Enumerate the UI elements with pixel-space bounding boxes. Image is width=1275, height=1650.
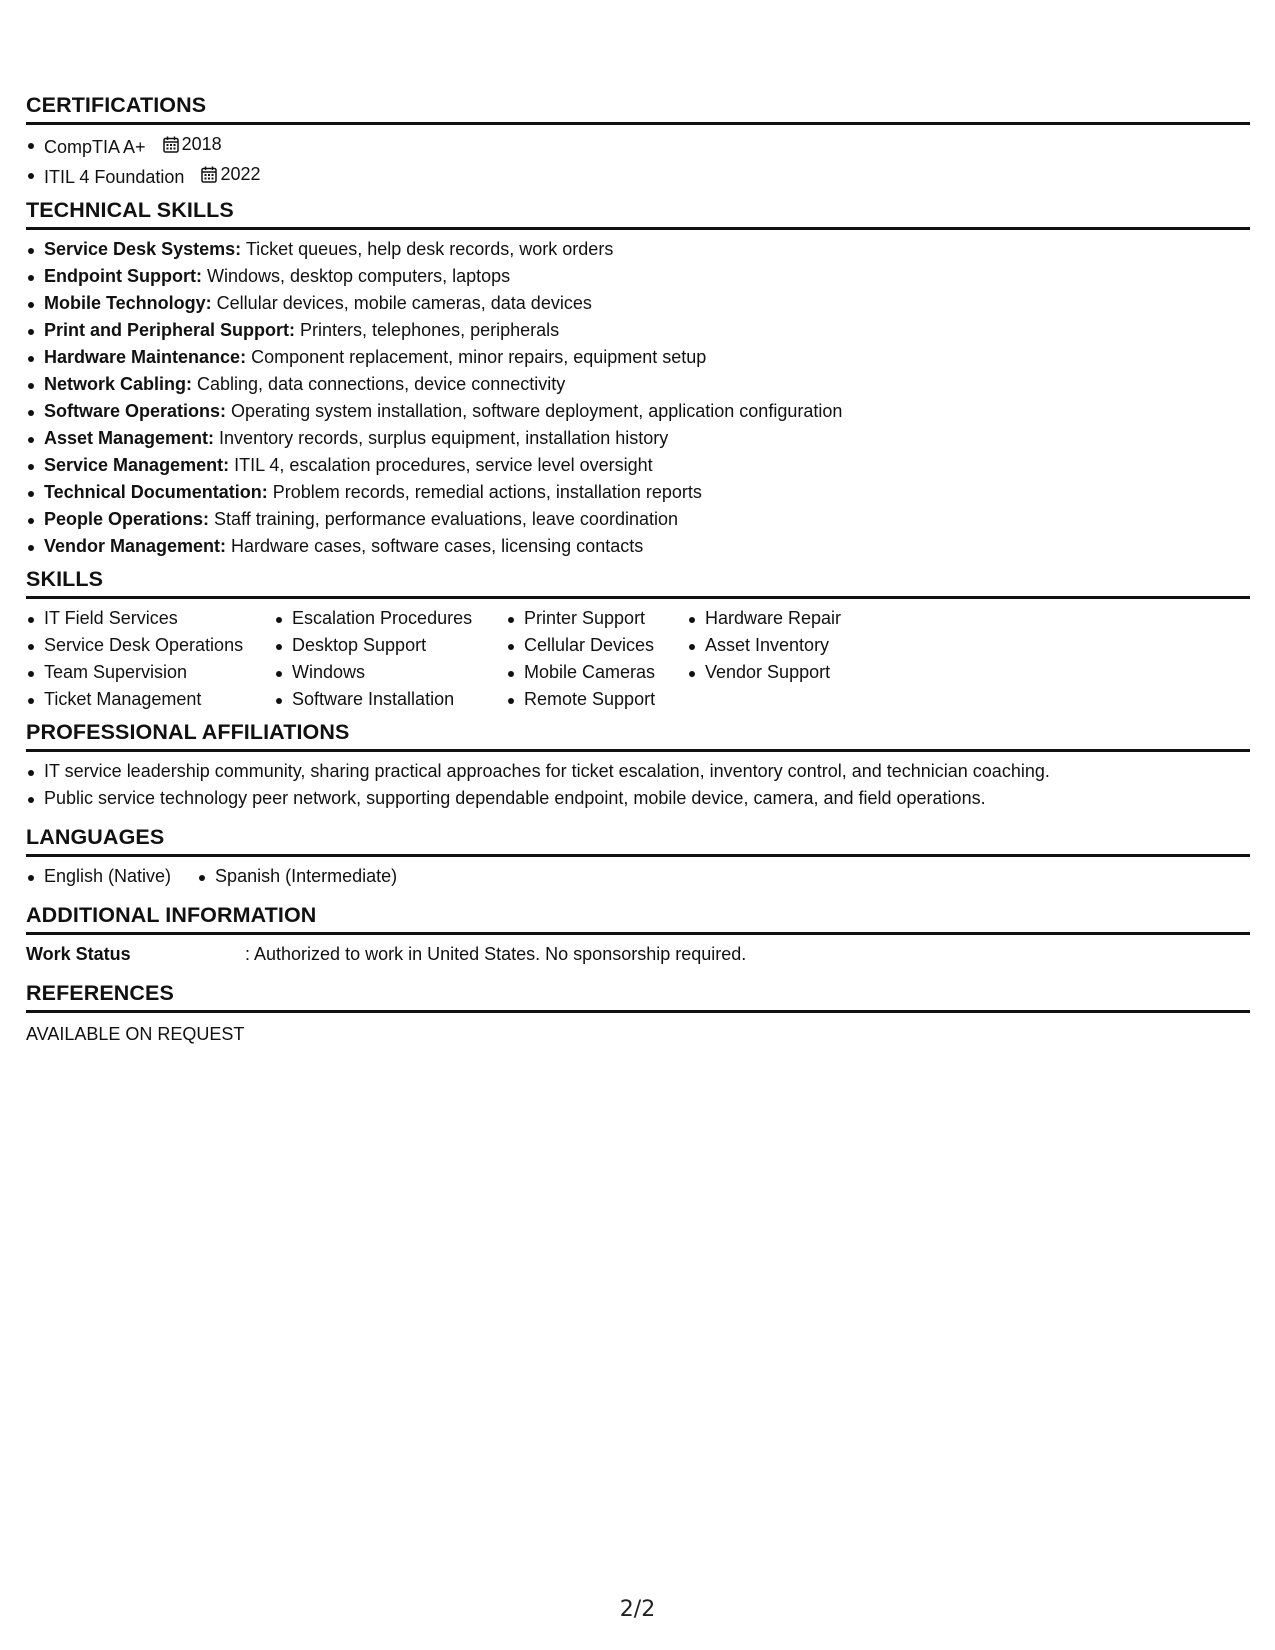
skills-column — [26, 605, 274, 713]
list-item: Asset Inventory — [687, 632, 887, 659]
skills-column — [274, 605, 506, 713]
list-item — [26, 263, 1250, 290]
skill-text: Inventory records, surplus equipment, installation history — [214, 428, 669, 448]
section-title: CERTIFICATIONS — [26, 92, 1250, 125]
list-item — [26, 425, 1250, 452]
list-item: Team Supervision — [26, 659, 274, 686]
list-item — [26, 317, 1250, 344]
skill-label: Print and Peripheral Support: — [44, 320, 296, 340]
technical-skills-list — [26, 236, 1250, 560]
list-item: Spanish (Intermediate) — [197, 863, 397, 890]
skills-column — [506, 605, 687, 713]
skill-label: People Operations: — [44, 509, 210, 529]
skill-text: Cabling, data connections, device connectivity — [192, 374, 566, 394]
page-number: 2/2 — [619, 1597, 656, 1622]
list-item — [26, 131, 1250, 161]
list-item — [26, 398, 1250, 425]
skills-section — [26, 566, 1250, 713]
calendar-icon — [201, 166, 217, 183]
list-item — [26, 533, 1250, 560]
resume-page — [26, 92, 1250, 1056]
certification-name: CompTIA A+ — [44, 137, 146, 157]
work-status-value: : Authorized to work in United States. No sponsorship required. — [245, 944, 747, 964]
list-item — [26, 479, 1250, 506]
skill-label: Mobile Technology: — [44, 293, 212, 313]
list-item: Hardware Repair — [687, 605, 887, 632]
list-item: IT service leadership community, sharing practical approaches for ticket escalation, inventory control, and technician coaching. — [26, 758, 1250, 785]
work-status-row — [26, 941, 1250, 968]
skill-text: Ticket queues, help desk records, work orders — [241, 239, 614, 259]
skill-text: Cellular devices, mobile cameras, data devices — [211, 293, 592, 313]
list-item — [26, 371, 1250, 398]
section-title: SKILLS — [26, 566, 1250, 599]
list-item: Mobile Cameras — [506, 659, 687, 686]
languages-list — [26, 863, 1250, 890]
list-item: Cellular Devices — [506, 632, 687, 659]
work-status-label: Work Status — [26, 944, 131, 964]
list-item — [26, 506, 1250, 533]
section-title: ADDITIONAL INFORMATION — [26, 902, 1250, 935]
skill-label: Asset Management: — [44, 428, 215, 448]
list-item: Service Desk Operations — [26, 632, 274, 659]
references-section — [26, 980, 1250, 1048]
list-item: Printer Support — [506, 605, 687, 632]
skill-text: Windows, desktop computers, laptops — [201, 266, 511, 286]
certifications-section — [26, 92, 1250, 191]
skill-label: Software Operations: — [44, 401, 227, 421]
skill-label: Service Management: — [44, 455, 230, 475]
list-item: Ticket Management — [26, 686, 274, 713]
skill-label: Service Desk Systems: — [44, 239, 242, 259]
section-title: TECHNICAL SKILLS — [26, 197, 1250, 230]
skill-text: Printers, telephones, peripherals — [295, 320, 560, 340]
list-item: Windows — [274, 659, 506, 686]
affiliations-section — [26, 719, 1250, 812]
certification-name: ITIL 4 Foundation — [44, 167, 185, 187]
certification-year: 2022 — [220, 164, 261, 184]
certification-year: 2018 — [181, 134, 222, 154]
calendar-icon — [163, 136, 179, 153]
skill-text: Problem records, remedial actions, installation reports — [267, 482, 702, 502]
list-item: Remote Support — [506, 686, 687, 713]
additional-info-section — [26, 902, 1250, 968]
skills-columns — [26, 605, 1250, 713]
skill-text: Staff training, performance evaluations, leave coordination — [209, 509, 678, 529]
skill-text: ITIL 4, escalation procedures, service level oversight — [229, 455, 653, 475]
skills-column — [687, 605, 887, 713]
technical-skills-section — [26, 197, 1250, 560]
list-item: Vendor Support — [687, 659, 887, 686]
languages-section — [26, 824, 1250, 890]
skill-label: Vendor Management: — [44, 536, 227, 556]
list-item — [26, 236, 1250, 263]
references-text: AVAILABLE ON REQUEST — [26, 1024, 245, 1044]
list-item: Public service technology peer network, supporting dependable endpoint, mobile device, camera, and field operations. — [26, 785, 1250, 812]
list-item: English (Native) — [26, 863, 171, 890]
section-title: LANGUAGES — [26, 824, 1250, 857]
list-item — [26, 161, 1250, 191]
skill-label: Network Cabling: — [44, 374, 193, 394]
list-item: Escalation Procedures — [274, 605, 506, 632]
section-title: PROFESSIONAL AFFILIATIONS — [26, 719, 1250, 752]
list-item: Desktop Support — [274, 632, 506, 659]
skill-text: Hardware cases, software cases, licensing contacts — [226, 536, 644, 556]
skill-text: Component replacement, minor repairs, equipment setup — [246, 347, 707, 367]
certifications-list — [26, 131, 1250, 191]
section-title: REFERENCES — [26, 980, 1250, 1013]
list-item — [26, 452, 1250, 479]
list-item — [26, 344, 1250, 371]
affiliations-list — [26, 758, 1250, 812]
list-item: Software Installation — [274, 686, 506, 713]
skill-label: Technical Documentation: — [44, 482, 268, 502]
skill-text: Operating system installation, software deployment, application configuration — [226, 401, 843, 421]
list-item — [26, 290, 1250, 317]
skill-label: Endpoint Support: — [44, 266, 202, 286]
list-item: IT Field Services — [26, 605, 274, 632]
skill-label: Hardware Maintenance: — [44, 347, 247, 367]
